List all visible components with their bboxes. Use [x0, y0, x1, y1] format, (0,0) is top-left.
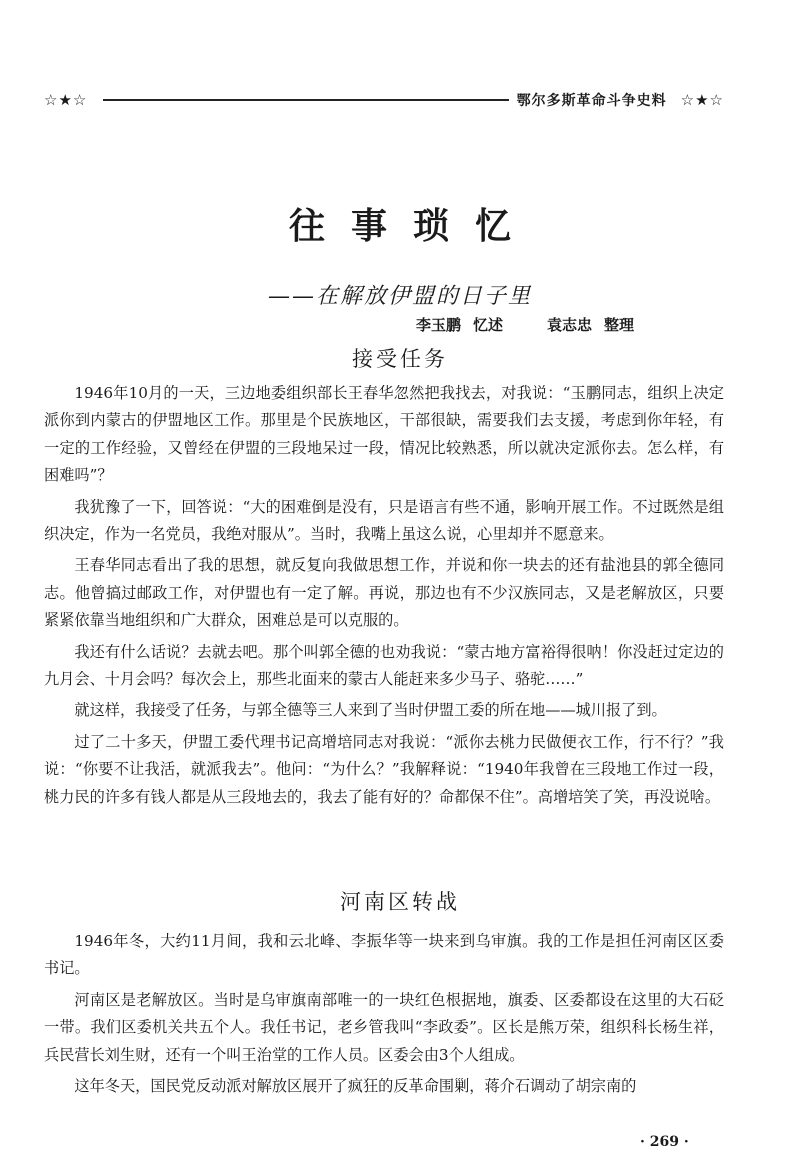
section-heading: 河南区转战	[340, 890, 460, 914]
author-role: 忆述	[473, 316, 504, 334]
byline	[416, 314, 634, 335]
left-stars: ☆★☆	[44, 90, 88, 109]
paragraph: 我还有什么话说？去就去吧。那个叫郭全德的也劝我说：“蒙古地方富裕得很呐！你没赶过定边的九月会、十月会吗？每次会上，那些北面来的蒙古人能赶来多少马子、骆驼……”	[44, 642, 724, 689]
article-title: 往事琐忆	[288, 206, 537, 247]
editor-role: 整理	[604, 316, 635, 334]
header-rule	[103, 99, 508, 101]
paragraph: 1946年10月的一天，三边地委组织部长王春华忽然把我找去，对我说：“玉鹏同志，组织上决定派你到内蒙古的伊盟地区工作。那里是个民族地区，干部很缺，需要我们去支援，考虑到你年轻，有一定的工作经验，又曾经在伊盟的三段地呆过一段，情况比较熟悉，所以就决定派你去。怎么样，有困难吗”？	[44, 384, 724, 485]
section-body	[44, 928, 724, 1104]
section-body	[44, 380, 724, 815]
editor-name: 袁志忠	[547, 316, 593, 334]
paragraph: 河南区是老解放区。当时是乌审旗南部唯一的一块红色根据地，旗委、区委都设在这里的大石砭一带。我们区委机关共五个人。我任书记，老乡管我叫“李政委”。区长是熊万荣，组织科长杨生祥，兵民营长刘生财，还有一个叫王治堂的工作人员。区委会由3个人组成。	[44, 990, 724, 1064]
article-subtitle: ——在解放伊盟的日子里	[267, 284, 532, 309]
paragraph: 我犹豫了一下，回答说：“大的困难倒是没有，只是语言有些不通，影响开展工作。不过既然是组织决定，作为一名党员，我绝对服从”。当时，我嘴上虽这么说，心里却并不愿意来。	[44, 497, 724, 544]
journal-title: 鄂尔多斯革命斗争史料	[516, 93, 667, 109]
running-header	[44, 88, 724, 112]
page-number: · 269 ·	[640, 1134, 689, 1150]
author-name: 李玉鹏	[416, 316, 462, 334]
paragraph: 1946年冬，大约11月间，我和云北峰、李振华等一块来到乌审旗。我的工作是担任河南区区委书记。	[44, 932, 724, 978]
section-heading: 接受任务	[352, 347, 448, 371]
paragraph: 过了二十多天，伊盟工委代理书记高增培同志对我说：“派你去桃力民做便衣工作，行不行？”我说：“你要不让我活，就派我去”。他问：“为什么？”我解释说：“1940年我曾在三段地工作过一段，桃力民的许多有钱人都是从三段地去的，我去了能有好的？命都保不住”。高增培笑了笑，再没说啥。	[44, 732, 724, 806]
paragraph: 这年冬天，国民党反动派对解放区展开了疯狂的反革命围剿，蒋介石调动了胡宗南的	[74, 1077, 637, 1096]
right-stars: ☆★☆	[680, 90, 724, 109]
paragraph: 王春华同志看出了我的思想，就反复向我做思想工作，并说和你一块去的还有盐池县的郭全德同志。他曾搞过邮政工作，对伊盟也有一定了解。再说，那边也有不少汉族同志，又是老解放区，只要紧紧依靠当地组织和广大群众，困难总是可以克服的。	[44, 556, 724, 630]
paragraph: 就这样，我接受了任务，与郭全德等三人来到了当时伊盟工委的所在地——城川报了到。	[74, 701, 667, 720]
